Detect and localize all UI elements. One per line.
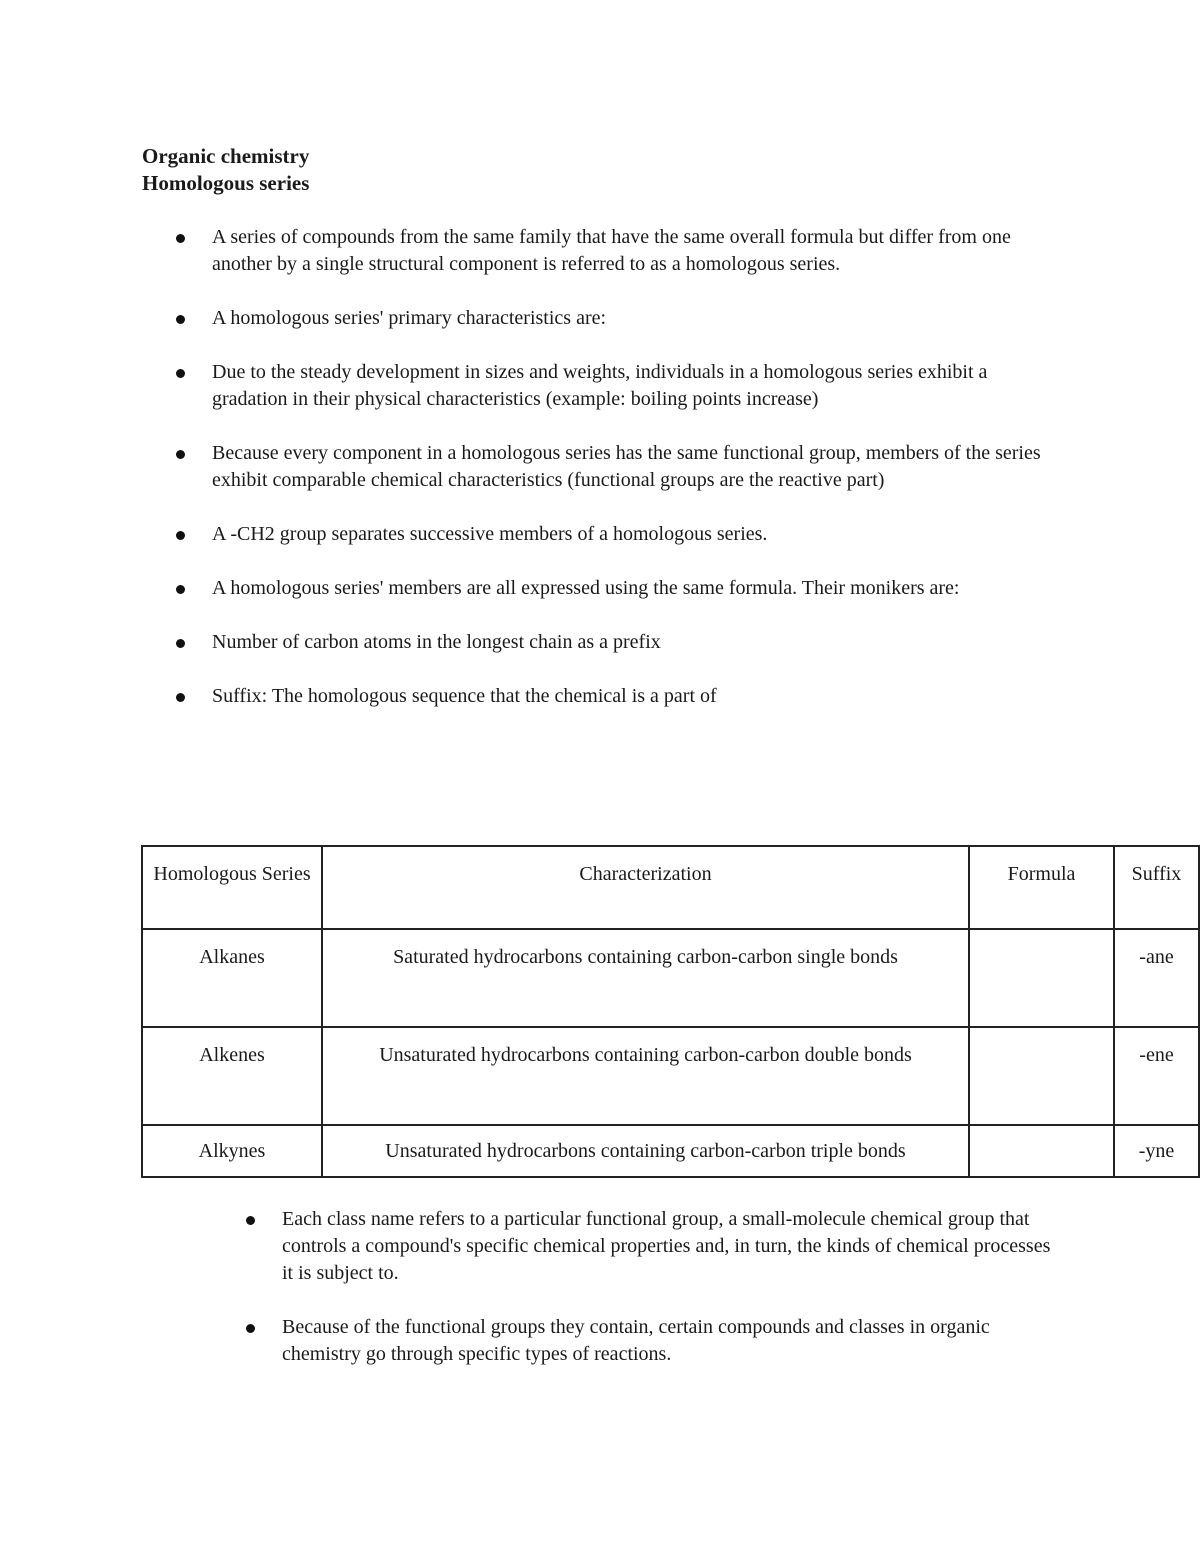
table-cell-characterization: Unsaturated hydrocarbons containing carbon-carbon double bonds: [322, 1027, 969, 1125]
table-cell-formula: [969, 1027, 1114, 1125]
table-cell-suffix: -ane: [1114, 929, 1199, 1027]
table-row: [142, 1125, 1199, 1177]
bullet-icon: [176, 693, 185, 702]
list-item: [142, 440, 1062, 494]
bullet-icon: [246, 1324, 255, 1333]
list-item-text: Because of the functional groups they contain, certain compounds and classes in organic chemistry go through specific types of reactions.: [282, 1316, 990, 1365]
bullet-icon: [246, 1216, 255, 1225]
list-item-text: Suffix: The homologous sequence that the chemical is a part of: [212, 685, 717, 707]
table-cell-series: Alkynes: [142, 1125, 322, 1177]
table-cell-series: Alkanes: [142, 929, 322, 1027]
table-cell-suffix: -ene: [1114, 1027, 1199, 1125]
column-header: Characterization: [322, 846, 969, 929]
table-cell-suffix: -yne: [1114, 1125, 1199, 1177]
document-title: Organic chemistry: [142, 144, 310, 168]
column-header: Suffix: [1114, 846, 1199, 929]
homologous-series-table: [141, 845, 1200, 1178]
bullet-icon: [176, 639, 185, 648]
list-item: [142, 305, 1062, 332]
column-header: Formula: [969, 846, 1114, 929]
bullet-icon: [176, 450, 185, 459]
list-item: [142, 629, 1062, 656]
list-item-text: A homologous series' primary characteristics are:: [212, 307, 607, 329]
list-item: [212, 1314, 1052, 1368]
section-heading: Homologous series: [142, 171, 310, 195]
list-item: [212, 1206, 1052, 1287]
column-header: Homologous Series: [142, 846, 322, 929]
list-item-text: A -CH2 group separates successive members of a homologous series.: [212, 523, 768, 545]
list-item-text: Each class name refers to a particular functional group, a small-molecule chemical group that controls a compound's specific chemical properties and, in turn, the kinds of chemical processes it is subject to.: [282, 1208, 1051, 1284]
table-header-row: [142, 846, 1199, 929]
bullet-list-functional-groups: [212, 1206, 1052, 1395]
bullet-icon: [176, 315, 185, 324]
table-cell-characterization: Saturated hydrocarbons containing carbon-carbon single bonds: [322, 929, 969, 1027]
list-item-text: Due to the steady development in sizes and weights, individuals in a homologous series exhibit a gradation in their physical characteristics (example: boiling points increase): [212, 361, 988, 410]
list-item: [142, 575, 1062, 602]
bullet-icon: [176, 531, 185, 540]
table-cell-characterization: Unsaturated hydrocarbons containing carbon-carbon triple bonds: [322, 1125, 969, 1177]
list-item: [142, 224, 1062, 278]
table-cell-series: Alkenes: [142, 1027, 322, 1125]
list-item-text: A homologous series' members are all expressed using the same formula. Their monikers are:: [212, 577, 960, 599]
list-item: [142, 683, 1062, 710]
bullet-icon: [176, 585, 185, 594]
bullet-icon: [176, 234, 185, 243]
list-item: [142, 521, 1062, 548]
table-row: [142, 929, 1199, 1027]
table-cell-formula: [969, 929, 1114, 1027]
list-item: [142, 359, 1062, 413]
table-cell-formula: [969, 1125, 1114, 1177]
bullet-list-homologous-series: [142, 224, 1062, 737]
table-row: [142, 1027, 1199, 1125]
list-item-text: A series of compounds from the same family that have the same overall formula but differ from one another by a single structural component is referred to as a homologous series.: [212, 226, 1011, 275]
list-item-text: Because every component in a homologous series has the same functional group, members of the series exhibit comparable chemical characteristics (functional groups are the reactive part): [212, 442, 1041, 491]
bullet-icon: [176, 369, 185, 378]
list-item-text: Number of carbon atoms in the longest chain as a prefix: [212, 631, 661, 653]
